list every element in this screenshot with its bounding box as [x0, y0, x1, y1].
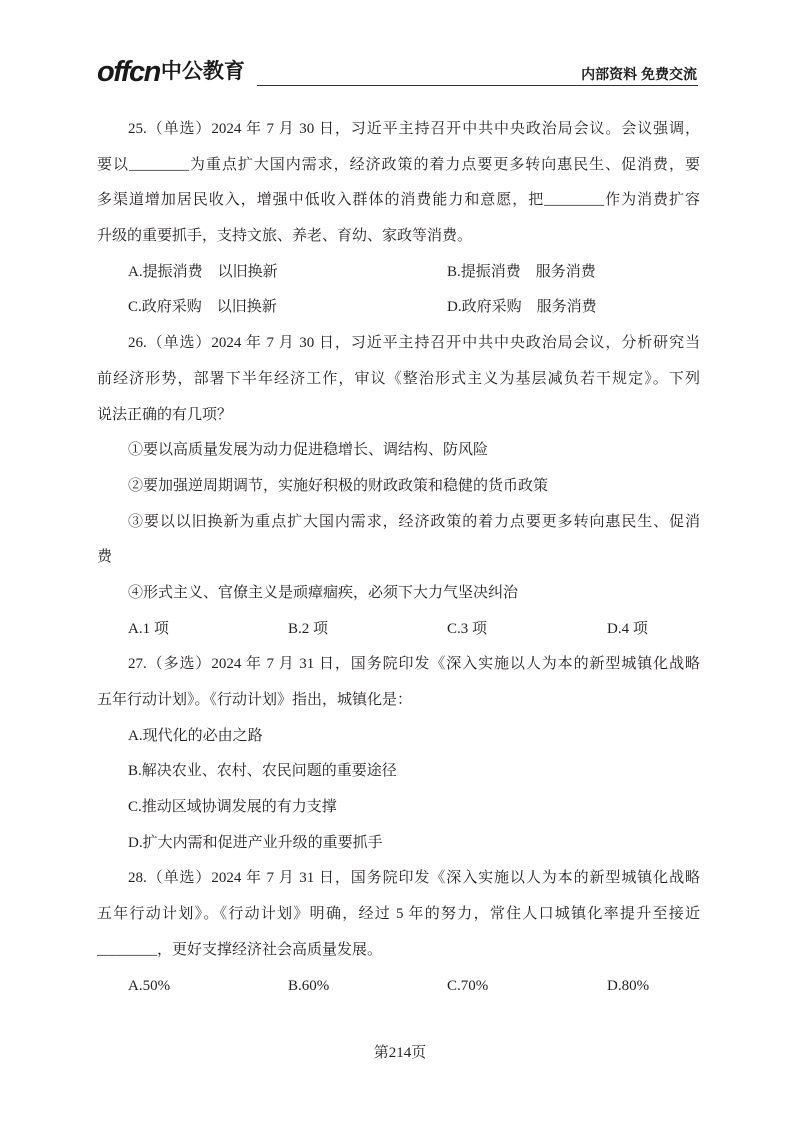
logo-chinese-name: 中公教育	[160, 60, 245, 83]
question-28-option-a: A.50%	[128, 977, 171, 994]
question-25-option-c: C.政府采购 以旧换新	[128, 299, 277, 316]
question-28-stem-line: 28.（单选）2024 年 7 月 31 日，国务院印发《深入实施以人为本的新型城镇化战略	[128, 870, 700, 887]
question-28-option-c: C.70%	[447, 977, 489, 994]
question-26-statement-3: ③要以以旧换新为重点扩大国内需求，经济政策的着力点要更多转向惠民生、促消	[128, 513, 700, 530]
question-27-option-d: D.扩大内需和促进产业升级的重要抓手	[128, 834, 383, 851]
question-28-option-d: D.80%	[607, 977, 650, 994]
question-26-statement-4: ④形式主义、官僚主义是顽瘴痼疾，必须下大力气坚决纠治	[128, 584, 519, 601]
question-26-statement-3-continued: 费	[97, 549, 113, 566]
question-27-stem-line: 27.（多选）2024 年 7 月 31 日，国务院印发《深入实施以人为本的新型城镇化战略	[128, 656, 700, 673]
question-25-options-row	[97, 290, 700, 326]
question-25-option-d: D.政府采购 服务消费	[447, 299, 597, 316]
question-27-option-a: A.现代化的必由之路	[128, 727, 263, 744]
logo-wordmark: offcn	[97, 56, 160, 88]
question-26-options-row	[97, 612, 700, 648]
header-tagline: 内部资料 免费交流	[581, 66, 697, 82]
question-26-statement-1: ①要以高质量发展为动力促进稳增长、调结构、防风险	[128, 442, 489, 459]
question-list	[97, 112, 700, 1004]
header-divider	[257, 85, 698, 86]
question-27-option-b: B.解决农业、农村、农民问题的重要途径	[128, 763, 397, 780]
question-26-stem-line: 说法正确的有几项？	[97, 406, 233, 423]
question-26-option-a: A.1 项	[128, 620, 169, 637]
question-25-option-b: B.提振消费 服务消费	[447, 263, 596, 280]
question-28-stem-line: ________，更好支撑经济社会高质量发展。	[97, 941, 383, 958]
question-26-option-c: C.3 项	[447, 620, 488, 637]
question-25-option-a: A.提振消费 以旧换新	[128, 263, 278, 280]
question-27-option-c: C.推动区域协调发展的有力支撑	[128, 799, 337, 816]
question-25-stem-line: 25.（单选）2024 年 7 月 30 日，习近平主持召开中共中央政治局会议。会议强调，	[128, 121, 700, 137]
question-26-stem-line: 前经济形势，部署下半年经济工作，审议《整治形式主义为基层减负若干规定》。下列	[97, 370, 700, 387]
question-26-statement-2: ②要加强逆周期调节，实施好积极的财政政策和稳健的货币政策	[128, 477, 549, 494]
question-25-options-row	[97, 255, 700, 291]
question-28-option-b: B.60%	[288, 977, 330, 994]
question-26-option-b: B.2 项	[288, 620, 329, 637]
question-28-stem-line: 五年行动计划》。《行动计划》明确，经过 5 年的努力，常住人口城镇化率提升至接近	[97, 906, 700, 923]
question-26-stem-line: 26.（单选）2024 年 7 月 30 日，习近平主持召开中共中央政治局会议，分析研究当	[128, 335, 700, 352]
question-26-option-d: D.4 项	[607, 620, 648, 637]
question-28-options-row	[97, 969, 700, 1005]
question-27-stem-line: 五年行动计划》。《行动计划》指出，城镇化是：	[97, 692, 413, 708]
question-25-stem-line: 要以________为重点扩大国内需求，经济政策的着力点要更多转向惠民生、促消费，要	[97, 156, 700, 173]
page-number: 第214页	[373, 1045, 427, 1061]
question-25-stem-line: 升级的重要抓手，支持文旅、养老、育幼、家政等消费。	[97, 228, 473, 245]
offcn-logo	[97, 57, 245, 87]
question-25-stem-line: 多渠道增加居民收入，增强中低收入群体的消费能力和意愿，把________作为消费扩容	[97, 192, 700, 209]
